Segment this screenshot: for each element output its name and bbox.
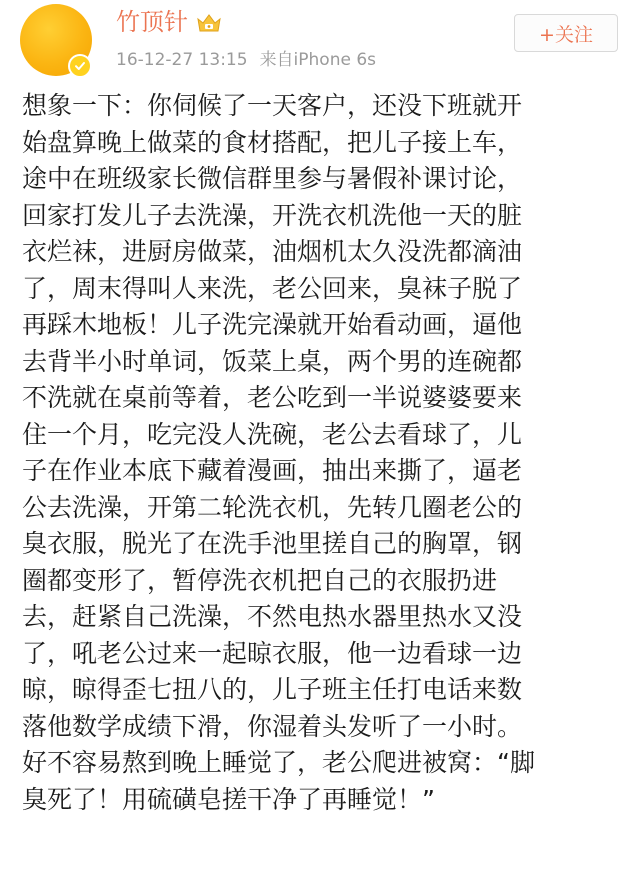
post-header bbox=[0, 0, 640, 90]
post-text-line: 子在作业本底下藏着漫画，抽出来撕了，逼老 bbox=[22, 456, 523, 485]
post-source[interactable]: 来自iPhone 6s bbox=[259, 50, 377, 70]
post-text-line: 晾，晾得歪七扭八的，儿子班主任打电话来数 bbox=[22, 675, 523, 704]
post-text-line: 落他数学成绩下滑，你湿着头发听了一小时。 bbox=[22, 711, 523, 741]
post-text-line: 想象一下：你伺候了一天客户，还没下班就开 bbox=[22, 91, 523, 120]
post-text-line: 途中在班级家长微信群里参与暑假补课讨论， bbox=[22, 164, 523, 193]
post-text-line: 去背半小时单词，饭菜上桌，两个男的连碗都 bbox=[22, 346, 523, 376]
author-name[interactable]: 竹顶针 bbox=[116, 8, 188, 36]
post-timestamp: 16-12-27 13:15 bbox=[116, 50, 248, 70]
post-text-line: 臭衣服，脱光了在洗手池里搓自己的胸罩，钢 bbox=[22, 529, 523, 558]
post-text-line: 不洗就在桌前等着，老公吃到一半说婆婆要来 bbox=[22, 383, 523, 412]
post-text-line: 住一个月，吃完没人洗碗，老公去看球了，儿 bbox=[22, 419, 523, 449]
post-text-line: 臭死了！用硫磺皂搓干净了再睡觉！” bbox=[22, 784, 435, 814]
post-text-line: 好不容易熬到晚上睡觉了，老公爬进被窝：“脚 bbox=[22, 748, 535, 777]
post-text-line: 公去洗澡，开第二轮洗衣机，先转几圈老公的 bbox=[22, 492, 523, 522]
post-text-line: 始盘算晚上做菜的食材搭配，把儿子接上车， bbox=[22, 127, 523, 157]
post-text-line: 回家打发儿子去洗澡，开洗衣机洗他一天的脏 bbox=[22, 200, 523, 230]
follow-label: +关注 bbox=[539, 23, 593, 46]
vip-crown-icon bbox=[196, 12, 222, 34]
post-meta bbox=[116, 48, 376, 72]
verified-badge-icon bbox=[68, 54, 92, 78]
post-text-line: 了，吼老公过来一起晾衣服，他一边看球一边 bbox=[22, 638, 523, 668]
post-text-line: 去，赶紧自己洗澡，不然电热水器里热水又没 bbox=[22, 602, 523, 631]
post-text-line: 衣烂袜，进厨房做菜，油烟机太久没洗都滴油 bbox=[22, 237, 523, 266]
post-text-line: 了，周末得叫人来洗，老公回来，臭袜子脱了 bbox=[22, 273, 523, 303]
post-text-line: 再踩木地板！儿子洗完澡就开始看动画，逼他 bbox=[22, 310, 523, 339]
post-text bbox=[22, 88, 622, 818]
follow-button[interactable] bbox=[514, 14, 618, 52]
post-text-line: 圈都变形了，暂停洗衣机把自己的衣服扔进 bbox=[22, 565, 498, 595]
